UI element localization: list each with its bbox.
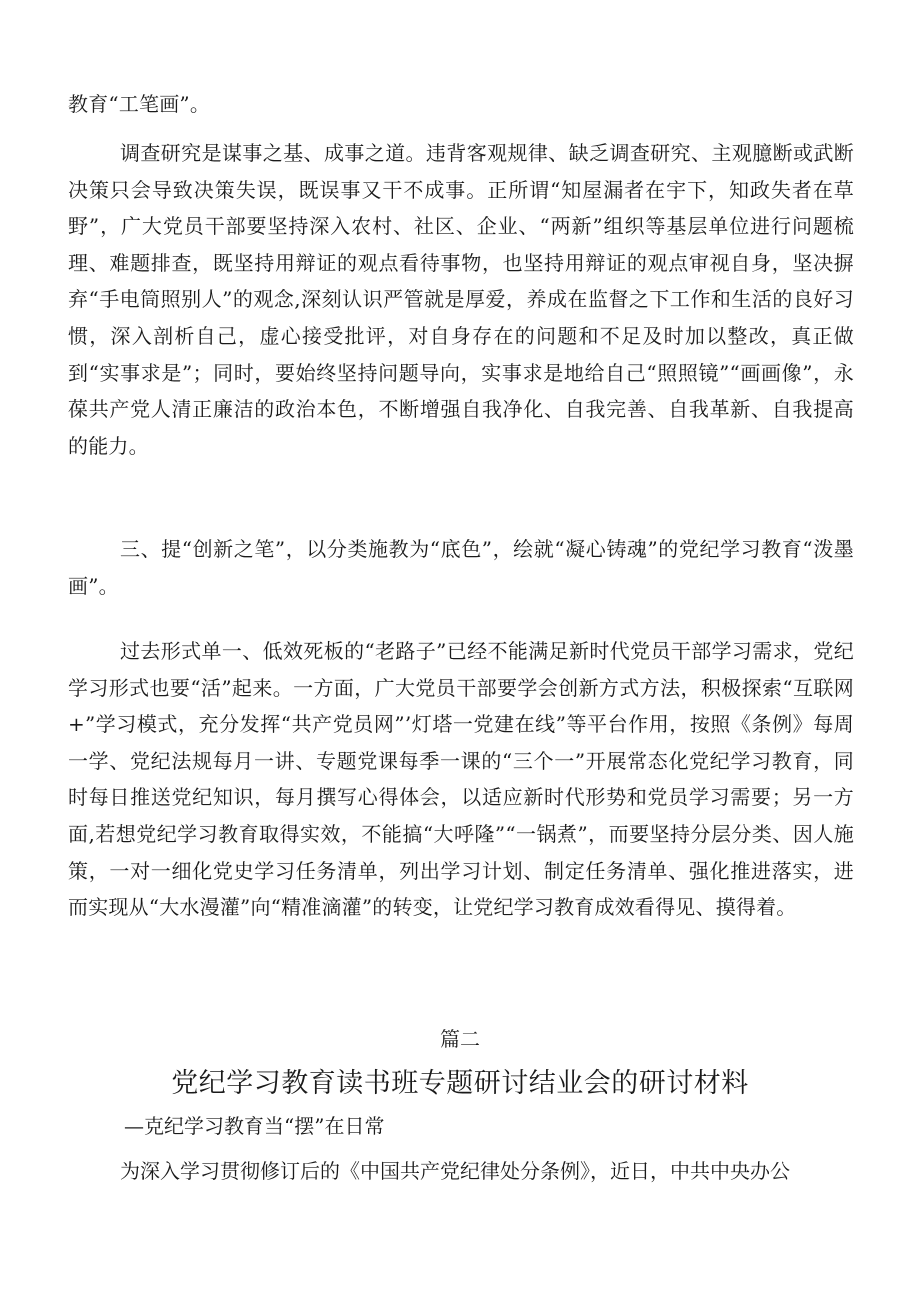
document-subtitle: —克纪学习教育当“摆”在日常 xyxy=(124,1114,385,1138)
paragraph-innovation: 过去形式单一、低效死板的“老路子”已经不能满足新时代党员干部学习需求，党纪学习形式也要“活”起来。一方面，广大党员干部要学会创新方式方法，积极探索“互联网+”学习模式，充分发挥“共产党员网”’灯塔一党建在线”等平台作用，按照《条例》每周一学、党纪法规每月一讲、专题党课每季一课的“三个一”开展常态化党纪学习教育，同时每日推送党纪知识，每月撰写心得体会，以适应新时代形势和党员学习需要；另一方面,若想党纪学习教育取得实效，不能搞“大呼隆”“一锅煮”，而要坚持分层分类、因人施策，一对一细化党史学习任务清单，列出学习计划、制定任务清单、强化推进落实，进而实现从“大水漫灌”向“精准滴灌”的转变，让党纪学习教育成效看得见、摸得着。 xyxy=(68,639,854,920)
paragraph-continuation: 教育“工笔画”。 xyxy=(68,92,211,116)
paragraph-intro: 为深入学习贯彻修订后的《中国共产党纪律处分条例》，近日，中共中央办公 xyxy=(120,1159,790,1183)
section-label: 篇二 xyxy=(440,1027,480,1051)
paragraph-heading-three: 三、提“创新之笔”，以分类施教为“底色”，绘就“凝心铸魂”的党纪学习教育“泼墨画”。 xyxy=(68,537,854,598)
paragraph-investigation: 调查研究是谋事之基、成事之道。违背客观规律、缺乏调查研究、主观臆断或武断决策只会导致决策失误，既误事又干不成事。正所谓“知屋漏者在宇下，知政失者在草野”，广大党员干部要坚持深入农村、社区、企业、“两新”组织等基层单位进行问题梳理、难题排查，既坚持用辩证的观点看待事物，也坚持用辩证的观点审视自身，坚决摒弃“手电筒照别人”的观念,深刻认识严管就是厚爱，养成在监督之下工作和生活的良好习惯，深入剖析自己，虚心接受批评，对自身存在的问题和不足及时加以整改，真正做到“实事求是”；同时，要始终坚持问题导向，实事求是地给自己“照照镜”“画画像”，永葆共产党人清正廉洁的政治本色，不断增强自我净化、自我完善、自我革新、自我提高的能力。 xyxy=(68,141,854,458)
document-title: 党纪学习教育读书班专题研讨结业会的研讨材料 xyxy=(171,1068,749,1099)
